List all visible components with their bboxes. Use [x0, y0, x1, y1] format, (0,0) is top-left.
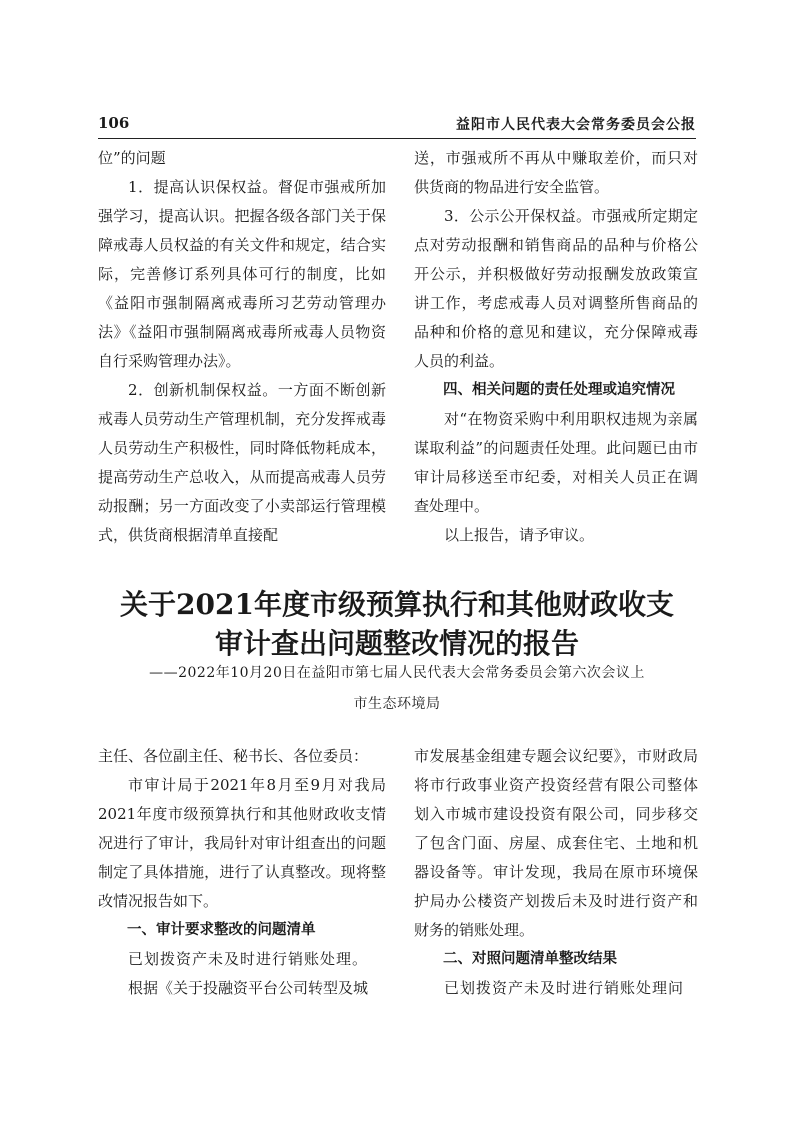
paragraph-item-2: 2．创新机制保权益。一方面不断创新戒毒人员劳动生产管理机制，充分发挥戒毒人员劳动生产积极性，同时降低物耗成本，提高劳动生产总收入，从而提高戒毒人员劳动报酬；另一方面改变了小卖部运行管理模式，供货商根据清单直接配	[98, 381, 386, 544]
paragraph-basis: 根据《关于投融资平台公司转型及城	[128, 979, 369, 997]
bottom-left-column	[98, 742, 386, 1003]
section-heading-2: 二、对照问题清单整改结果	[443, 951, 617, 967]
bottom-right-column	[414, 742, 698, 1003]
report-title-line-1: 关于2021年度市级预算执行和其他财政收支	[120, 588, 674, 621]
report-author: 市生态环境局	[353, 696, 441, 712]
top-left-column	[98, 144, 386, 550]
salutation: 主任、各位副主任、秘书长、各位委员：	[98, 747, 369, 765]
paragraph-continuation: 位”的问题	[98, 149, 166, 167]
page-header	[98, 114, 696, 138]
report-title-line-2: 审计查出问题整改情况的报告	[214, 627, 579, 660]
header-rule	[98, 138, 696, 139]
journal-title: 益阳市人民代表大会常务委员会公报	[456, 117, 696, 133]
section-heading-1: 一、审计要求整改的问题清单	[127, 922, 316, 938]
page-number: 106	[98, 114, 130, 132]
issue-item: 已划拨资产未及时进行销账处理。	[128, 950, 369, 968]
paragraph-continuation-right: 送，市强戒所不再从中赚取差价，而只对供货商的物品进行安全监管。	[414, 149, 698, 196]
result-item: 已划拨资产未及时进行销账处理问	[444, 979, 685, 997]
section-heading-4: 四、相关问题的责任处理或追究情况	[443, 382, 675, 398]
paragraph-item-1: 1．提高认识保权益。督促市强戒所加强学习，提高认识。把握各级各部门关于保障戒毒人员权益的有关文件和规定，结合实际，完善修订系列具体可行的制度，比如《益阳市强制隔离戒毒所习艺劳动管理办法》《益阳市强制隔离戒毒所戒毒人员物资自行采购管理办法》。	[98, 178, 386, 370]
paragraph-item-3: 3．公示公开保权益。市强戒所定期定点对劳动报酬和销售商品的品种与价格公开公示，并积极做好劳动报酬发放政策宣讲工作，考虑戒毒人员对调整所售商品的品种和价格的意见和建议，充分保障戒毒人员的利益。	[414, 207, 698, 370]
paragraph-responsibility: 对“在物资采购中利用职权违规为亲属谋取利益”的问题责任处理。此问题已由市审计局移送至市纪委，对相关人员正在调查处理中。	[414, 410, 698, 515]
paragraph-basis-continued: 市发展基金组建专题会议纪要》，市财政局将市行政事业资产投资经营有限公司整体划入市城市建设投资有限公司，同步移交了包含门面、房屋、成套住宅、土地和机器设备等。审计发现，我局在原市环境保护局办公楼资产划拨后未及时进行资产和财务的销账处理。	[414, 747, 698, 939]
paragraph-intro: 市审计局于2021年8月至9月对我局2021年度市级预算执行和其他财政收支情况进行了审计，我局针对审计组查出的问题制定了具体措施，进行了认真整改。现将整改情况报告如下。	[98, 776, 386, 910]
report-subtitle: ——2022年10月20日在益阳市第七届人民代表大会常务委员会第六次会议上	[149, 665, 645, 681]
paragraph-closing: 以上报告，请予审议。	[444, 526, 595, 544]
top-right-column	[414, 144, 698, 550]
